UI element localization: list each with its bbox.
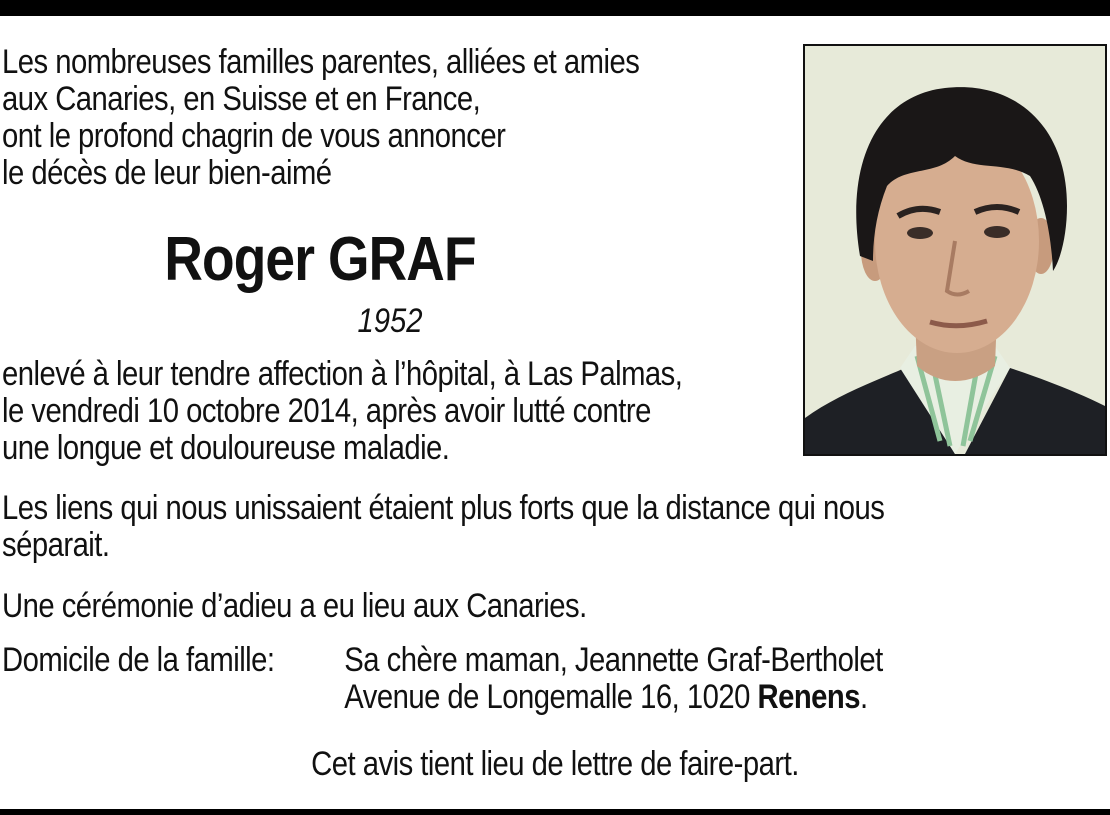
intro-line: Les nombreuses familles parentes, alliées et amies — [2, 43, 640, 81]
domicile-line1: Sa chère maman, Jeannette Graf-Bertholet — [344, 641, 883, 679]
top-rule — [0, 0, 1110, 16]
domicile-label: Domicile de la famille: — [2, 641, 275, 679]
address-punct: . — [859, 678, 868, 716]
intro-text — [2, 44, 639, 192]
domicile-row — [2, 642, 883, 679]
domicile-line2 — [344, 679, 867, 716]
circumstances-text — [2, 356, 682, 467]
ceremony-paragraph: Une cérémonie d’adieu a eu lieu aux Canaries. — [2, 587, 587, 625]
address-city: Renens — [757, 678, 860, 716]
bottom-rule — [0, 809, 1110, 815]
domicile-row — [2, 679, 883, 716]
deceased-name: Roger GRAF — [164, 225, 476, 294]
portrait-illustration — [805, 46, 1105, 454]
intro-line: le décès de leur bien-aimé — [2, 154, 332, 192]
bonds-line: séparait. — [2, 526, 110, 564]
domicile-spacer — [2, 679, 344, 716]
intro-line: ont le profond chagrin de vous annoncer — [2, 117, 506, 155]
portrait-photo — [803, 44, 1107, 456]
intro-line: aux Canaries, en Suisse et en France, — [2, 80, 481, 118]
birth-year: 1952 — [357, 302, 423, 340]
circumstances-line: le vendredi 10 octobre 2014, après avoir lutté contre — [2, 392, 651, 430]
domicile-block — [2, 642, 883, 716]
circumstances-line: enlevé à leur tendre affection à l’hôpital, à Las Palmas, — [2, 355, 683, 393]
bonds-paragraph — [2, 490, 884, 564]
closing-note: Cet avis tient lieu de lettre de faire-part. — [311, 745, 799, 783]
address-street: Avenue de Longemalle 16, 1020 — [344, 678, 758, 716]
bonds-line: Les liens qui nous unissaient étaient plus forts que la distance qui nous — [2, 489, 885, 527]
circumstances-line: une longue et douloureuse maladie. — [2, 429, 450, 467]
